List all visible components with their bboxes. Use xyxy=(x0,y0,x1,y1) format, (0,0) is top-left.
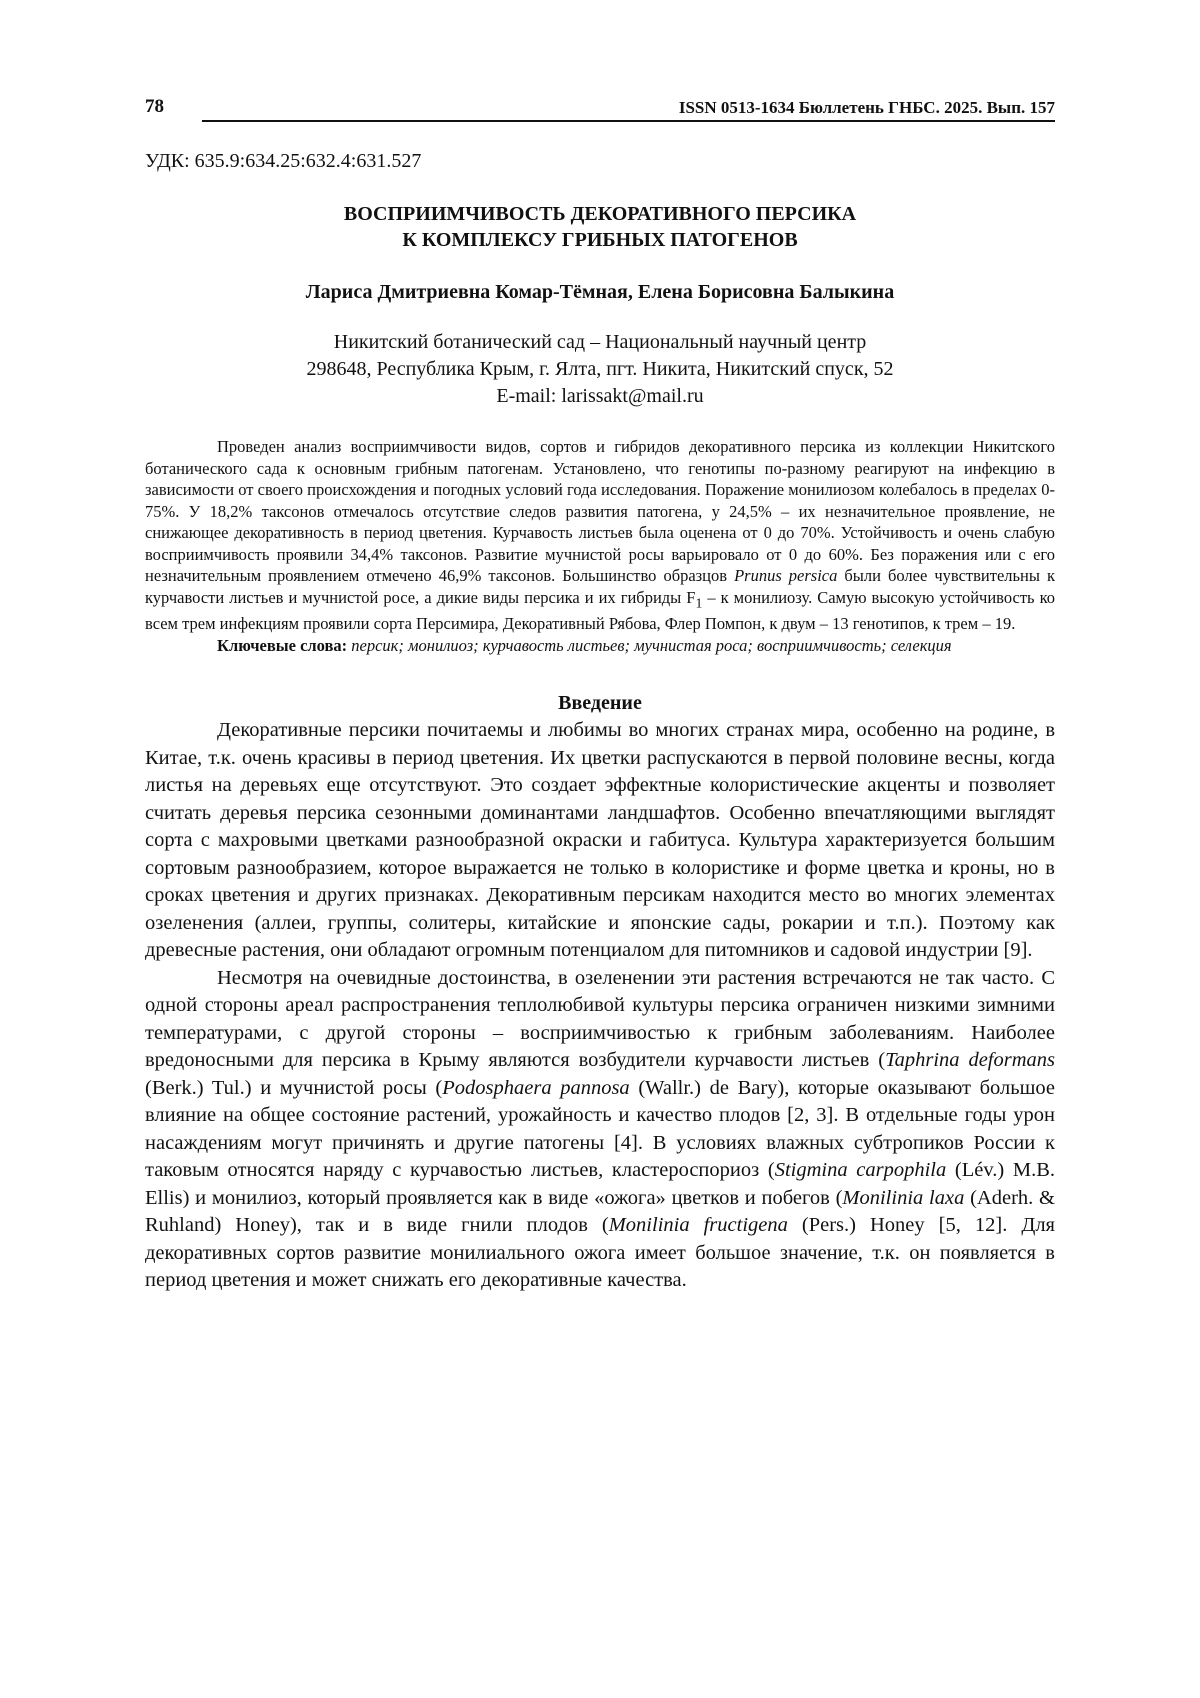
abstract-species: Prunus persica xyxy=(734,566,838,585)
p2-text-3: (Wallr.) de Bary), которые оказывают большое влияние на общее состояние растений, урожайность и качество плодов [2, 3]. В отдельные годы урон насаждениям могут причинять и другие патогены [4]. В условиях влажных субтропиков России к таковым относятся наряду с курчавостью листьев, кластероспориоз ( xyxy=(145,1076,1055,1182)
section-heading-introduction: Введение xyxy=(558,692,642,715)
title-line-2: К КОМПЛЕКСУ ГРИБНЫХ ПАТОГЕНОВ xyxy=(402,229,798,251)
article-page xyxy=(145,92,1055,1295)
article-title xyxy=(145,201,1055,253)
intro-paragraph-1: Декоративные персики почитаемы и любимы во многих странах мира, особенно на родине, в Китае, т.к. очень красивы в период цветения. Их цветки распускаются в первой половине весны, когда листья на деревьях еще отсутствуют. Это создает эффектные колористические акценты и позволяет считать деревья персика сезонными доминантами ландшафтов. Особенно впечатляющими выглядят сорта с махровыми цветками разнообразной окраски и габитуса. Культура характеризуется большим сортовым разнообразием, которое выражается не только в колористике и форме цветка и кроны, но в сроках цветения и других признаках. Декоративным персикам находится место во многих элементах озеленения (аллеи, группы, солитеры, китайские и японские сады, рокарии и т.п.). Поэтому как древесные растения, они обладают огромным потенциалом для питомников и садовой индустрии [9]. xyxy=(145,719,1055,962)
header-rule xyxy=(202,120,1055,122)
affiliation-institution: Никитский ботанический сад – Национальный научный центр xyxy=(333,331,867,353)
journal-info: ISSN 0513-1634 Бюллетень ГНБС. 2025. Вып. 157 xyxy=(678,98,1055,117)
abstract-part-3: – к монилиозу. Самую высокую устойчивость ко всем трем инфекциям проявили сорта Персимира, Декоративный Рябова, Флер Помпон, к двум – 13 генотипов, к трем – 19. xyxy=(145,587,1055,634)
p2-species-3: Stigmina carpophila xyxy=(774,1159,947,1182)
affiliation-address: 298648, Республика Крым, г. Ялта, пгт. Никита, Никитский спуск, 52 xyxy=(306,358,894,380)
p2-species-1: Taphrina deformans xyxy=(885,1049,1056,1072)
udk-code: УДК: 635.9:634.25:632.4:631.527 xyxy=(145,150,422,172)
p2-text-2: (Berk.) Tul.) и мучнистой росы ( xyxy=(145,1076,443,1099)
title-line-1: ВОСПРИИМЧИВОСТЬ ДЕКОРАТИВНОГО ПЕРСИКА xyxy=(343,203,857,225)
affiliation xyxy=(145,329,1055,410)
p2-text-1: Несмотря на очевидные достоинства, в озеленении эти растения встречаются не так часто. С одной стороны ареал распространения теплолюбивой культуры персика ограничен низкими зимними температурами, с другой стороны – восприимчивостью к грибным заболеваниям. Наиболее вредоносными для персика в Крыму являются возбудители курчавости листьев ( xyxy=(145,966,1055,1072)
affiliation-email: E-mail: larissakt@mail.ru xyxy=(496,385,704,407)
p2-text-5: (Aderh. & Ruhland) Honey), так и в виде гнили плодов ( xyxy=(145,1186,1055,1237)
page-number: 78 xyxy=(145,96,164,117)
intro-paragraph-2 xyxy=(145,965,1055,1295)
keywords-row: Ключевые слова: персик; монилиоз; курчавость листьев; мучнистая роса; восприимчивость; селекция xyxy=(217,635,952,655)
p2-text-6: (Pers.) Honey [5, 12]. Для декоративных сортов развитие монилиального ожога имеет большое значение, т.к. он появляется в период цветения и может снижать его декоративные качества. xyxy=(145,1214,1055,1292)
p2-species-5: Monilinia fructigena xyxy=(608,1214,788,1237)
p2-species-2: Podosphaera pannosa xyxy=(442,1076,630,1099)
p2-species-4: Monilinia laxa xyxy=(842,1186,965,1209)
abstract-part-1: Проведен анализ восприимчивости видов, сортов и гибридов декоративного персика из коллекции Никитского ботанического сада к основным грибным патогенам. Установлено, что генотипы по-разному реагируют на инфекцию в зависимости от своего происхождения и погодных условий года исследования. Поражение монилиозом колебалось в пределах 0-75%. У 18,2% таксонов отмечалось отсутствие следов развития патогена, у 24,5% – их незначительное проявление, не снижающее декоративность в период цветения. Курчавость листьев была оценена от 0 до 70%. Устойчивость и очень слабую восприимчивость проявили 34,4% таксонов. Развитие мучнистой росы варьировало от 0 до 60%. Без поражения или с его незначительным проявлением отмечено 46,9% таксонов. Большинство образцов xyxy=(145,437,1055,585)
abstract-part-2: были более чувствительны к курчавости листьев и мучнистой росе, а дикие виды персика и их гибриды F xyxy=(145,566,1055,607)
abstract xyxy=(145,436,1055,656)
keywords-label: Ключевые слова xyxy=(217,635,342,655)
authors: Лариса Дмитриевна Комар-Тёмная, Елена Борисовна Балыкина xyxy=(305,281,895,303)
introduction-body xyxy=(145,717,1055,1295)
p2-text-4: (Lév.) M.B. Ellis) и монилиоз, который проявляется как в виде «ожога» цветков и побегов ( xyxy=(145,1159,1055,1209)
page-header xyxy=(145,92,1055,124)
keywords-text: персик; монилиоз; курчавость листьев; мучнистая роса; восприимчивость; селекция xyxy=(351,635,952,655)
abstract-subscript: 1 xyxy=(695,594,703,610)
abstract-text xyxy=(145,436,1055,635)
